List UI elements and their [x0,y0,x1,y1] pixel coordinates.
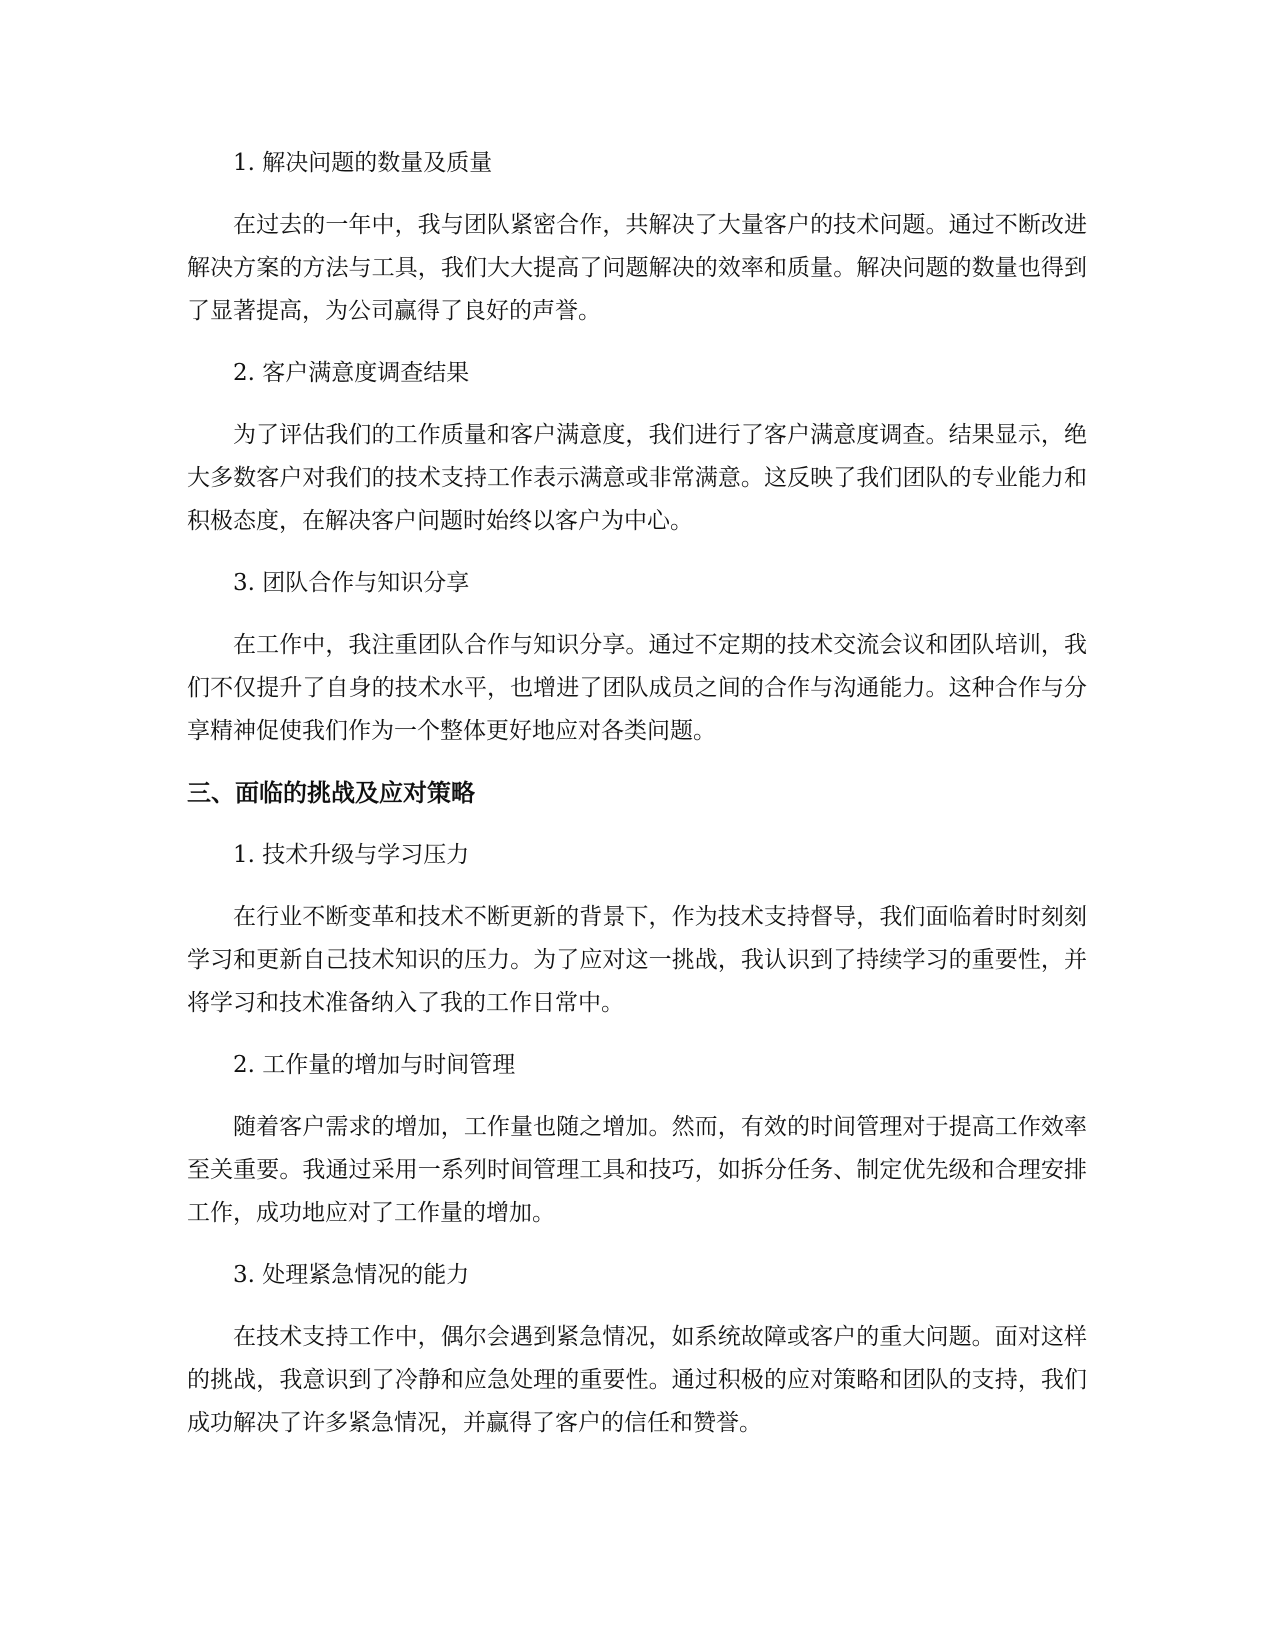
section-heading-challenges: 三、面临的挑战及应对策略 [187,779,475,807]
subheading-workload-time: 2. 工作量的增加与时间管理 [233,1052,516,1078]
paragraph-teamwork-knowledge: 在工作中，我注重团队合作与知识分享。通过不定期的技术交流会议和团队培训，我们不仅提升了自身的技术水平，也增进了团队成员之间的合作与沟通能力。这种合作与分享精神促使我们作为一个整体更好地应对各类问题。 [187,632,1087,744]
subheading-problem-count-quality: 1. 解决问题的数量及质量 [233,150,493,176]
paragraph-problem-count-quality: 在过去的一年中，我与团队紧密合作，共解决了大量客户的技术问题。通过不断改进解决方案的方法与工具，我们大大提高了问题解决的效率和质量。解决问题的数量也得到了显著提高，为公司赢得了良好的声誉。 [187,212,1087,324]
paragraph-tech-upgrade: 在行业不断变革和技术不断更新的背景下，作为技术支持督导，我们面临着时时刻刻学习和更新自己技术知识的压力。为了应对这一挑战，我认识到了持续学习的重要性，并将学习和技术准备纳入了我的工作日常中。 [187,904,1087,1016]
subheading-tech-upgrade: 1. 技术升级与学习压力 [233,842,470,868]
document-body [187,142,1087,1464]
subheading-emergency: 3. 处理紧急情况的能力 [233,1262,470,1288]
paragraph-workload-time: 随着客户需求的增加，工作量也随之增加。然而，有效的时间管理对于提高工作效率至关重要。我通过采用一系列时间管理工具和技巧，如拆分任务、制定优先级和合理安排工作，成功地应对了工作量的增加。 [187,1114,1087,1226]
paragraph-emergency: 在技术支持工作中，偶尔会遇到紧急情况，如系统故障或客户的重大问题。面对这样的挑战，我意识到了冷静和应急处理的重要性。通过积极的应对策略和团队的支持，我们成功解决了许多紧急情况，并赢得了客户的信任和赞誉。 [187,1324,1087,1436]
subheading-teamwork-knowledge: 3. 团队合作与知识分享 [233,570,470,596]
paragraph-customer-satisfaction: 为了评估我们的工作质量和客户满意度，我们进行了客户满意度调查。结果显示，绝大多数客户对我们的技术支持工作表示满意或非常满意。这反映了我们团队的专业能力和积极态度，在解决客户问题时始终以客户为中心。 [187,422,1087,534]
subheading-customer-satisfaction: 2. 客户满意度调查结果 [233,360,470,386]
